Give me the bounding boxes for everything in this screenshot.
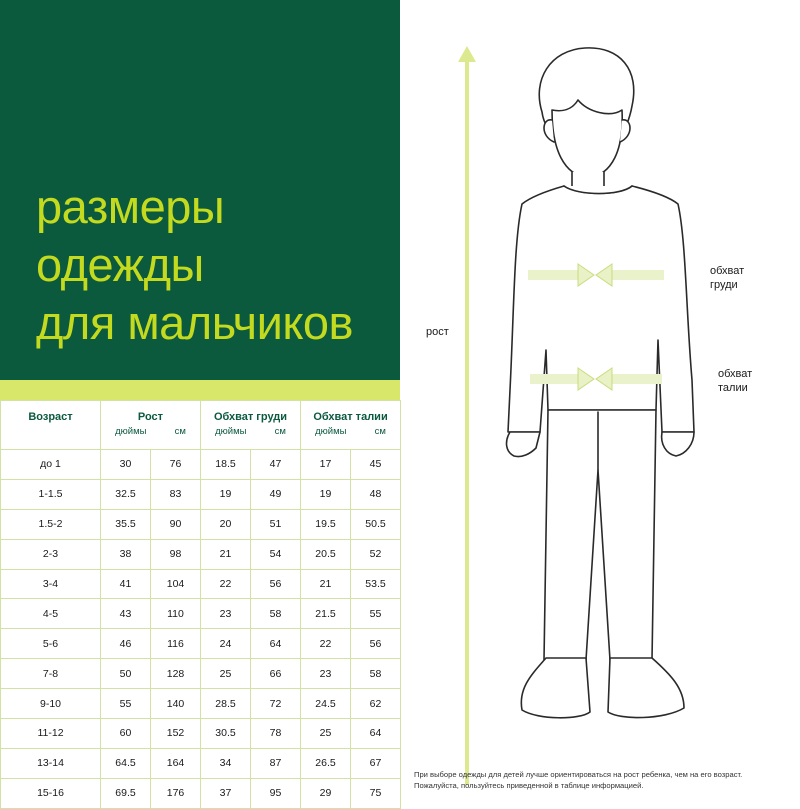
cell-age: 1-1.5: [1, 479, 101, 509]
left-hand: [507, 432, 540, 457]
cell-waist-cm: 48: [351, 479, 401, 509]
cell-age: 13-14: [1, 748, 101, 778]
header-waist: Обхват талии дюймы см: [301, 401, 401, 450]
cell-chest-cm: 78: [251, 719, 301, 749]
footnote-line-2: Пожалуйста, пользуйтесь приведенной в таблице информацией.: [414, 781, 644, 790]
cell-waist-cm: 53.5: [351, 569, 401, 599]
title-panel: [0, 0, 400, 380]
cell-height-cm: 98: [151, 539, 201, 569]
cell-height-inches: 38: [101, 539, 151, 569]
right-shoe: [608, 658, 684, 718]
table-row: [1, 479, 401, 509]
cell-chest-inches: 34: [201, 748, 251, 778]
cell-height-cm: 164: [151, 748, 201, 778]
header-waist-inches: дюймы: [315, 426, 347, 437]
cell-chest-cm: 56: [251, 569, 301, 599]
cell-waist-cm: 56: [351, 629, 401, 659]
header-chest: Обхват груди дюймы см: [201, 401, 301, 450]
cell-chest-inches: 24: [201, 629, 251, 659]
cell-height-cm: 110: [151, 599, 201, 629]
cell-chest-cm: 51: [251, 509, 301, 539]
cell-age: 5-6: [1, 629, 101, 659]
cell-age: 15-16: [1, 778, 101, 808]
cell-chest-inches: 22: [201, 569, 251, 599]
cell-waist-inches: 23: [301, 659, 351, 689]
cell-waist-inches: 19.5: [301, 509, 351, 539]
cell-chest-inches: 30.5: [201, 719, 251, 749]
cell-waist-inches: 24.5: [301, 689, 351, 719]
cell-chest-inches: 28.5: [201, 689, 251, 719]
cell-height-inches: 69.5: [101, 778, 151, 808]
cell-height-cm: 83: [151, 479, 201, 509]
cell-waist-inches: 17: [301, 450, 351, 480]
table-row: [1, 778, 401, 808]
cell-waist-cm: 67: [351, 748, 401, 778]
waist-label: [718, 367, 752, 395]
cell-waist-cm: 64: [351, 719, 401, 749]
cell-height-cm: 140: [151, 689, 201, 719]
height-ruler: [465, 62, 469, 785]
cell-chest-cm: 64: [251, 629, 301, 659]
cell-waist-inches: 20.5: [301, 539, 351, 569]
cell-waist-cm: 50.5: [351, 509, 401, 539]
cell-chest-cm: 72: [251, 689, 301, 719]
pants: [544, 410, 656, 660]
cell-waist-inches: 21.5: [301, 599, 351, 629]
cell-height-inches: 43: [101, 599, 151, 629]
cell-waist-cm: 58: [351, 659, 401, 689]
title-line-3: для мальчиков: [36, 296, 354, 349]
size-table: [0, 400, 401, 809]
cell-height-inches: 50: [101, 659, 151, 689]
chest-label: [710, 264, 744, 292]
cell-height-inches: 35.5: [101, 509, 151, 539]
cell-chest-cm: 95: [251, 778, 301, 808]
cell-waist-cm: 52: [351, 539, 401, 569]
cell-age: 2-3: [1, 539, 101, 569]
header-age: Возраст: [1, 401, 101, 450]
header-height-cm: см: [174, 426, 186, 437]
table-header-row: [1, 401, 401, 450]
cell-waist-cm: 62: [351, 689, 401, 719]
cell-height-inches: 32.5: [101, 479, 151, 509]
sweater: [508, 186, 694, 432]
cell-height-cm: 152: [151, 719, 201, 749]
header-waist-cm: см: [374, 426, 386, 437]
cell-chest-inches: 18.5: [201, 450, 251, 480]
cell-height-inches: 60: [101, 719, 151, 749]
boy-figure: [480, 40, 700, 740]
cell-chest-inches: 23: [201, 599, 251, 629]
table-row: [1, 569, 401, 599]
cell-height-cm: 90: [151, 509, 201, 539]
title-line-1: размеры: [36, 180, 225, 233]
cell-chest-cm: 54: [251, 539, 301, 569]
cell-age: 1.5-2: [1, 509, 101, 539]
cell-height-inches: 30: [101, 450, 151, 480]
table-row: [1, 599, 401, 629]
cell-age: до 1: [1, 450, 101, 480]
page-title: [36, 178, 353, 352]
cell-age: 3-4: [1, 569, 101, 599]
waist-label-line-1: обхват: [718, 368, 753, 380]
cell-chest-inches: 21: [201, 539, 251, 569]
cell-chest-inches: 25: [201, 659, 251, 689]
cell-height-cm: 176: [151, 778, 201, 808]
cell-age: 7-8: [1, 659, 101, 689]
cell-age: 11-12: [1, 719, 101, 749]
cell-height-cm: 128: [151, 659, 201, 689]
cell-chest-inches: 19: [201, 479, 251, 509]
cell-chest-cm: 47: [251, 450, 301, 480]
footnote: [414, 769, 800, 791]
chest-label-line-1: обхват: [710, 265, 745, 277]
waist-label-line-2: талии: [718, 382, 748, 394]
cell-waist-cm: 45: [351, 450, 401, 480]
table-row: [1, 509, 401, 539]
cell-age: 4-5: [1, 599, 101, 629]
height-arrow-icon: [458, 46, 476, 62]
cell-height-inches: 55: [101, 689, 151, 719]
footnote-line-1: При выборе одежды для детей лучше ориентироваться на рост ребенка, чем на его возраст.: [414, 770, 743, 779]
header-height: Рост дюймы см: [101, 401, 201, 450]
divider-band: [0, 380, 400, 400]
table-row: [1, 689, 401, 719]
table-row: [1, 719, 401, 749]
chest-label-line-2: груди: [710, 279, 738, 291]
right-hand: [662, 432, 694, 456]
cell-chest-cm: 66: [251, 659, 301, 689]
cell-height-inches: 46: [101, 629, 151, 659]
table-row: [1, 539, 401, 569]
cell-height-cm: 104: [151, 569, 201, 599]
table-row: [1, 659, 401, 689]
header-height-inches: дюймы: [115, 426, 147, 437]
cell-height-inches: 64.5: [101, 748, 151, 778]
table-row: [1, 748, 401, 778]
cell-chest-inches: 37: [201, 778, 251, 808]
cell-waist-inches: 26.5: [301, 748, 351, 778]
cell-height-inches: 41: [101, 569, 151, 599]
cell-waist-inches: 21: [301, 569, 351, 599]
cell-chest-cm: 87: [251, 748, 301, 778]
cell-waist-inches: 19: [301, 479, 351, 509]
cell-waist-inches: 25: [301, 719, 351, 749]
header-chest-cm: см: [274, 426, 286, 437]
cell-waist-inches: 29: [301, 778, 351, 808]
cell-height-cm: 76: [151, 450, 201, 480]
cell-height-cm: 116: [151, 629, 201, 659]
title-line-2: одежды: [36, 238, 204, 291]
cell-waist-cm: 55: [351, 599, 401, 629]
cell-chest-inches: 20: [201, 509, 251, 539]
cell-waist-cm: 75: [351, 778, 401, 808]
table-row: [1, 450, 401, 480]
header-chest-inches: дюймы: [215, 426, 247, 437]
cell-chest-cm: 58: [251, 599, 301, 629]
table-row: [1, 629, 401, 659]
cell-age: 9-10: [1, 689, 101, 719]
height-label: рост: [426, 326, 449, 338]
cell-waist-inches: 22: [301, 629, 351, 659]
cell-chest-cm: 49: [251, 479, 301, 509]
left-shoe: [521, 658, 590, 718]
